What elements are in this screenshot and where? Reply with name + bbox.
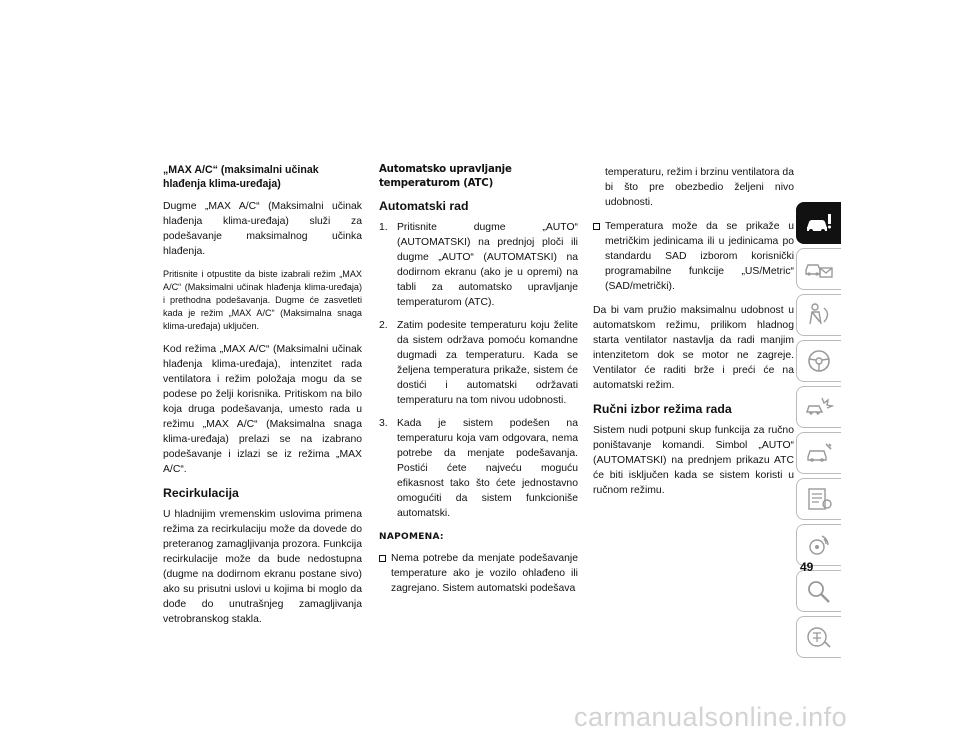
car-info-icon (804, 210, 834, 236)
right-column (593, 165, 794, 507)
tab-steering-wheel[interactable] (796, 340, 841, 382)
chapter-tabs (796, 202, 841, 662)
left-column (163, 163, 362, 636)
media-icon (804, 532, 834, 558)
manual-mode-paragraph: Sistem nudi potpuni skup funkcija za ručno poništavanje komandi. Simbol „AUTO“ (AUTOMATSKI) na prednjem prikazu ATC će biti isključen kada se sistem koristi u ručnom režimu. (593, 425, 794, 496)
step-item: 2. Zatim podesite temperaturu koju želite da sistem održava pomoću komandne dugmadi za temperaturu. Kada se željena temperatura prikaže, sistem će dostići i automatski održavati temperaturu na tom nivou udobnosti. (379, 320, 578, 406)
max-ac-mode-paragraph: Kod režima „MAX A/C“ (Maksimalni učinak hlađenja klima-uređaja), intenzitet rada ventilatora i režim položaja mogu da se podese po želji korisnika. Pritiskom na bilo koja druga podešavanja, umesto rada u režimu „MAX A/C“ (Maksimalna snaga klima-uređaja) prelazi se na izabrano podešavanje i izlazi se iz režima „MAX A/C“. (163, 344, 362, 475)
car-crash-icon (804, 394, 834, 420)
note-label: NAPOMENA: (379, 532, 444, 542)
footer-watermark: carmanualsonline.info (574, 702, 848, 732)
note-bullet: Nema potrebe da menjate podešavanje temperature ako je vozilo ohlađeno ili zagrejano. Sistem automatski podešava (379, 551, 578, 596)
recirculation-paragraph: U hladnijim vremenskim uslovima primena režima za recirkulaciju može da dovede do preteranog zamagljivanja prozora. Funkcija recirkulacije može da bude nedostupna (dugme na dodirnom ekranu postane sivo) ako su prisutni uslovi u kojima bi moglo da dođe do unutrašnjeg zamagljivanja vetrobranskog stakla. (163, 509, 362, 625)
checkbox-bullet-icon (593, 223, 600, 230)
middle-column (379, 163, 578, 605)
search-icon (804, 578, 834, 604)
note-list-2 (593, 219, 794, 294)
recirculation-heading: Recirkulacija (163, 486, 239, 500)
seatbelt-safety-icon (804, 302, 834, 328)
checkbox-bullet-icon (379, 555, 386, 562)
language-index-icon (804, 624, 834, 650)
maintenance-list-icon (804, 486, 834, 512)
manual-mode-heading: Ručni izbor režima rada (593, 402, 732, 416)
tab-seatbelt-safety[interactable] (796, 294, 841, 336)
tab-search[interactable] (796, 570, 841, 612)
tab-car-mail[interactable] (796, 248, 841, 290)
max-ac-paragraph: Dugme „MAX A/C“ (Maksimalni učinak hlađenja klima-uređaja) služi za podešavanje maksimalnog učinka hlađenja. (163, 201, 362, 257)
tab-car-info[interactable] (796, 202, 841, 244)
note-list (379, 551, 578, 596)
note-bullet-continuation: temperaturu, režim i brzinu ventilatora da bi što pre obezbedio željeni nivo udobnosti. (605, 167, 794, 208)
steering-wheel-icon (804, 348, 834, 374)
max-ac-instruction: Pritisnite i otpustite da biste izabrali režim „MAX A/C“ (Maksimalni učinak hlađenja klima-uređaja) i prethodna podešavanja. Dugme će zasvetleti kada je režim „MAX A/C“ (Maksimalna snaga klima-uređaja) uključen. (163, 269, 362, 331)
page-number: 49 (800, 560, 814, 574)
automatic-operation-heading: Automatski rad (379, 199, 469, 213)
steps-list (379, 220, 578, 521)
step-item: 3. Kada je sistem podešen na temperaturu koja vam odgovara, nema potrebe da menjate podešavanja. Postići ćete najveću moguću efikasnost tako što ćete jednostavno omogućiti da sistem funkcioniše automatski. (379, 418, 578, 519)
tab-car-crash[interactable] (796, 386, 841, 428)
tab-car-service[interactable] (796, 432, 841, 474)
atc-heading: Automatsko upravljanje temperaturom (ATC) (379, 164, 512, 189)
max-ac-heading: „MAX A/C“ (maksimalni učinak hlađenja klima-uređaja) (163, 164, 319, 190)
car-service-icon (804, 440, 834, 466)
tab-language-index[interactable] (796, 616, 841, 658)
comfort-paragraph: Da bi vam pružio maksimalnu udobnost u automatskom režimu, prilikom hladnog starta ventilator nastavlja da radi manjim intenzitetom dok se motor ne zagreje. Ventilator će raditi brže i preći će na automatski režim. (593, 305, 794, 391)
step-item: 1. Pritisnite dugme „AUTO“ (AUTOMATSKI) na prednjoj ploči ili dugme „AUTO“ (AUTOMATSKI) na dodirnom ekranu (ako je u opremi) na tabli za automatsko upravljanje temperaturom (ATC). (379, 222, 578, 308)
note-bullet: Temperatura može da se prikaže u metričkim jedinicama ili u jedinicama po standardu SAD izborom korisnički programabilne funkcije „US/Metric“ (SAD/metrički). (593, 219, 794, 294)
car-mail-icon (804, 256, 834, 282)
tab-maintenance-list[interactable] (796, 478, 841, 520)
